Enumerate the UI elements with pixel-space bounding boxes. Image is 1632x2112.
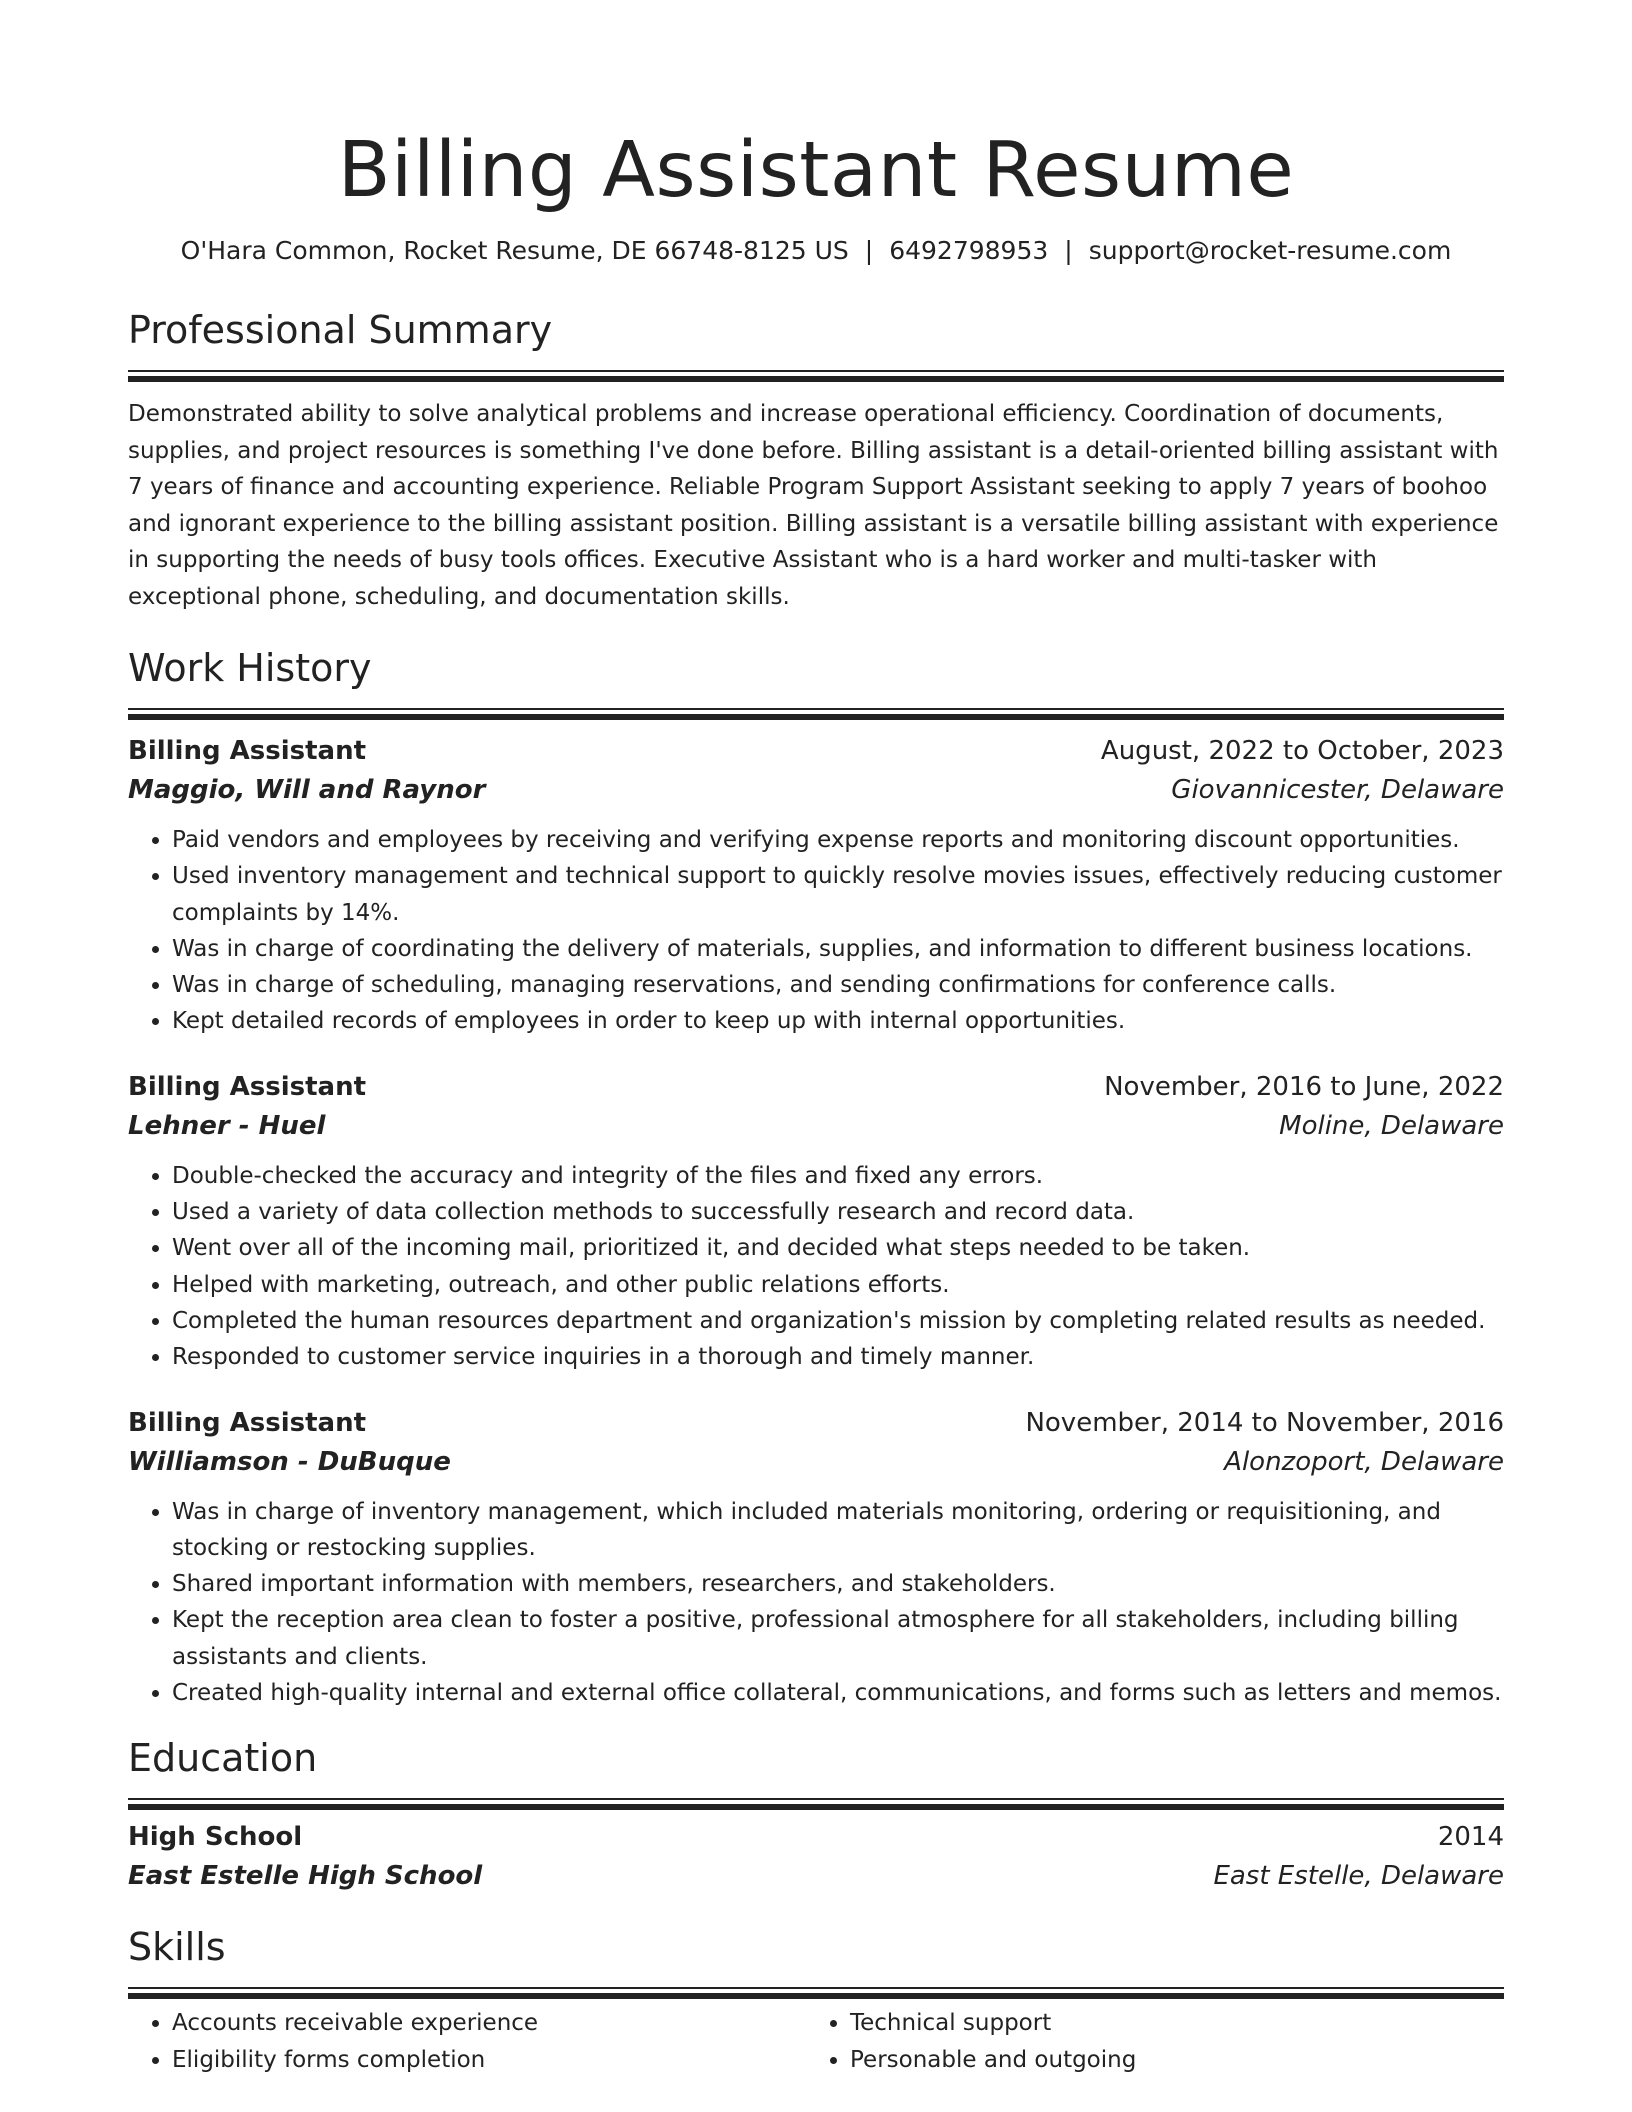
job-dates: August, 2022 to October, 2023: [1100, 736, 1504, 766]
list-item: • Created high-quality internal and external office collateral, communications, and forms such as letters and memos.: [172, 1675, 1504, 1711]
list-item: • Used a variety of data collection methods to successfully research and record data.: [172, 1194, 1504, 1230]
section-divider: [128, 1798, 1504, 1804]
education-school: East Estelle High School: [128, 1861, 483, 1892]
list-item: • Kept the reception area clean to foster a positive, professional atmosphere for all stakeholders, including billing assistants and clients.: [172, 1602, 1504, 1675]
list-item: • Helped with marketing, outreach, and other public relations efforts.: [172, 1267, 1504, 1303]
contact-address: O'Hara Common, Rocket Resume, DE 66748-8125 US: [180, 236, 849, 265]
resume-title: Billing Assistant Resume: [337, 126, 1295, 215]
list-item: • Was in charge of coordinating the delivery of materials, supplies, and information to different business locations.: [172, 931, 1504, 967]
list-item: • Was in charge of inventory management, which included materials monitoring, ordering or requisitioning, and stocking or restocking supplies.: [172, 1494, 1504, 1567]
job-location: Giovannicester, Delaware: [1171, 775, 1504, 805]
contact-email: support@rocket-resume.com: [1088, 236, 1452, 265]
job-header-row: [128, 732, 1504, 771]
job-entry: [128, 732, 1504, 1040]
skill-item: • Personable and outgoing: [850, 2042, 1484, 2078]
skills-heading: Skills: [128, 1925, 226, 1970]
list-item: • Shared important information with members, researchers, and stakeholders.: [172, 1566, 1504, 1602]
skill-item: • Technical support: [850, 2005, 1484, 2041]
job-location: Moline, Delaware: [1279, 1110, 1504, 1141]
list-item: • Responded to customer service inquiries in a thorough and timely manner.: [172, 1339, 1504, 1375]
list-item: • Went over all of the incoming mail, prioritized it, and decided what steps needed to be taken.: [172, 1230, 1504, 1266]
list-item: • Completed the human resources department and organization's mission by completing related results as needed.: [172, 1303, 1504, 1339]
list-item: • Used inventory management and technical support to quickly resolve movies issues, effectively reducing customer complaints by 14%.: [172, 858, 1504, 931]
job-company: Maggio, Will and Raynor: [128, 775, 486, 805]
job-bullets: [128, 822, 1504, 1040]
skills-column-left: [128, 2005, 806, 2078]
job-header-row: [128, 1068, 1504, 1107]
education-header-row: [128, 1818, 1504, 1857]
job-entry: [128, 1404, 1504, 1712]
education-school-row: [128, 1857, 1504, 1896]
job-title: Billing Assistant: [128, 736, 367, 766]
skills-grid: [128, 2005, 1504, 2078]
contact-separator: |: [864, 236, 874, 265]
job-company: Williamson - DuBuque: [128, 1446, 451, 1477]
job-bullets: [128, 1158, 1504, 1376]
job-header-row: [128, 1404, 1504, 1443]
contact-line: [128, 233, 1504, 269]
skills-section: [128, 1922, 1504, 2078]
education-degree: High School: [128, 1822, 303, 1853]
work-history-heading: Work History: [128, 646, 372, 690]
education-location: East Estelle, Delaware: [1213, 1861, 1504, 1892]
skill-item: • Accounts receivable experience: [172, 2005, 806, 2041]
job-location: Alonzoport, Delaware: [1224, 1446, 1504, 1477]
list-item: • Kept detailed records of employees in order to keep up with internal opportunities.: [172, 1003, 1504, 1039]
job-company-row: [128, 1443, 1504, 1482]
contact-phone: 6492798953: [889, 236, 1049, 265]
skills-column-right: [806, 2005, 1484, 2078]
job-dates: November, 2014 to November, 2016: [1025, 1407, 1504, 1438]
summary-section: [128, 305, 1504, 615]
summary-text: Demonstrated ability to solve analytical problems and increase operational efficiency. Coordination of documents, supplies, and project resources is something I've done before. Billing assistant is a detail-oriented billing assistant with 7 years of finance and accounting experience. Reliable Program Support Assistant seeking to apply 7 years of boohoo and ignorant experience to the billing assistant position. Billing assistant is a versatile billing assistant with experience in supporting the needs of busy tools offices. Executive Assistant who is a hard worker and multi-tasker with exceptional phone, scheduling, and documentation skills.: [128, 401, 1499, 610]
job-company: Lehner - Huel: [128, 1110, 326, 1141]
job-entry: [128, 1068, 1504, 1376]
job-company-row: [128, 771, 1504, 810]
section-divider: [128, 708, 1504, 714]
section-divider: [128, 1987, 1504, 1993]
list-item: • Paid vendors and employees by receiving and verifying expense reports and monitoring discount opportunities.: [172, 822, 1504, 858]
list-item: • Was in charge of scheduling, managing reservations, and sending confirmations for conference calls.: [172, 967, 1504, 1003]
job-title: Billing Assistant: [128, 1071, 367, 1102]
job-title: Billing Assistant: [128, 1407, 367, 1438]
resume-page: [128, 0, 1504, 2078]
work-history-section: [128, 643, 1504, 1711]
job-company-row: [128, 1107, 1504, 1146]
education-section: [128, 1733, 1504, 1896]
skill-item: • Eligibility forms completion: [172, 2042, 806, 2078]
contact-separator: |: [1064, 236, 1073, 265]
summary-heading: Professional Summary: [128, 308, 553, 352]
section-divider: [128, 370, 1504, 376]
job-bullets: [128, 1494, 1504, 1712]
education-heading: Education: [128, 1736, 318, 1781]
education-year: 2014: [1437, 1822, 1504, 1853]
job-dates: November, 2016 to June, 2022: [1104, 1071, 1504, 1102]
list-item: • Double-checked the accuracy and integrity of the files and fixed any errors.: [172, 1158, 1504, 1194]
